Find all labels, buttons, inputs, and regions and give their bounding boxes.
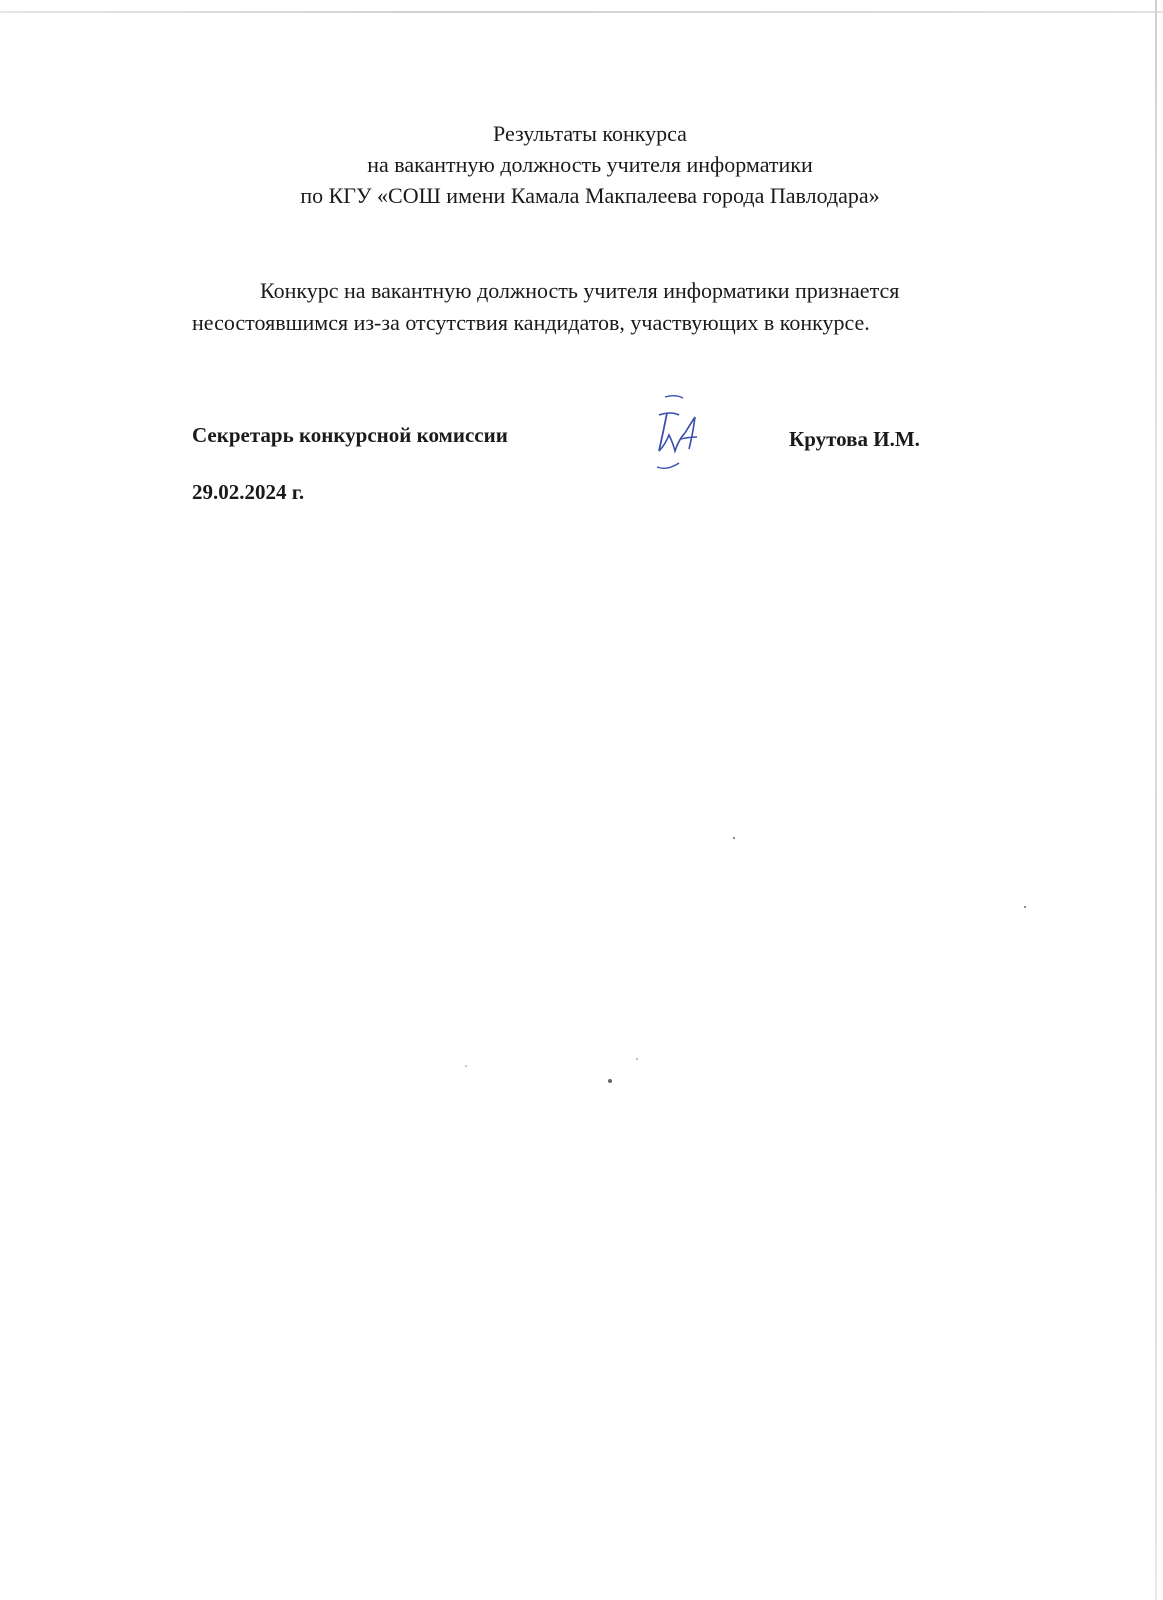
scan-speck [465, 1065, 467, 1067]
body-line-1: Конкурс на вакантную должность учителя информатики признается [260, 278, 900, 303]
scan-right-edge [1155, 0, 1157, 1600]
scan-top-edge [0, 11, 1163, 13]
body-line-2: несостоявшимся из-за отсутствия кандидатов, участвующих в конкурсе. [192, 310, 870, 335]
handwritten-signature [645, 393, 705, 475]
title-line-2: на вакантную должность учителя информатики [367, 152, 813, 177]
scan-speck [1024, 906, 1026, 908]
scan-speck [608, 1079, 612, 1083]
scan-speck [636, 1058, 638, 1060]
signer-name: Крутова И.М. [789, 427, 920, 451]
signer-role: Секретарь конкурсной комиссии [192, 423, 508, 447]
signature-date: 29.02.2024 г. [192, 480, 305, 504]
document-title [180, 118, 1000, 211]
scan-speck [733, 837, 735, 839]
document-body [192, 275, 1032, 339]
title-line-1: Результаты конкурса [493, 121, 687, 146]
title-line-3: по КГУ «СОШ имени Камала Макпалеева города Павлодара» [300, 183, 880, 208]
